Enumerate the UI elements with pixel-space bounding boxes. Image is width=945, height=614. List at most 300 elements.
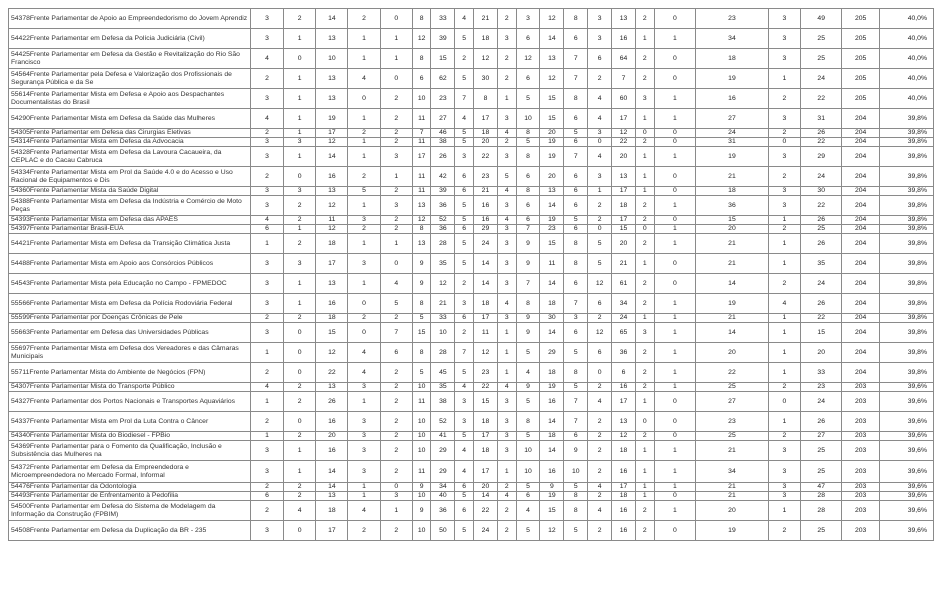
count-cell[interactable]: 20 [696, 343, 769, 363]
count-cell[interactable]: 6 [564, 138, 588, 147]
count-cell[interactable]: 3 [455, 392, 474, 412]
count-cell[interactable]: 2 [250, 501, 283, 521]
count-cell[interactable]: 8 [412, 225, 431, 234]
count-cell[interactable]: 19 [540, 147, 564, 167]
count-cell[interactable]: 6 [564, 109, 588, 129]
count-cell[interactable]: 10 [516, 109, 540, 129]
percent-cell[interactable]: 39,8% [879, 216, 933, 225]
count-cell[interactable]: 3 [250, 187, 283, 196]
count-cell[interactable]: 16 [316, 441, 348, 461]
count-cell[interactable]: 4 [284, 501, 316, 521]
count-cell[interactable]: 21 [696, 234, 769, 254]
frente-name-cell[interactable]: 54422Frente Parlamentar em Defesa da Polícia Judiciária (Civil) [9, 29, 251, 49]
count-cell[interactable]: 5 [455, 196, 474, 216]
frente-name-cell[interactable]: 54493Frente Parlamentar de Enfrentamento à Pedofilia [9, 492, 251, 501]
percent-cell[interactable]: 39,6% [879, 441, 933, 461]
count-cell[interactable]: 7 [564, 147, 588, 167]
count-cell[interactable]: 2 [380, 461, 412, 483]
count-cell[interactable]: 24 [800, 167, 842, 187]
count-cell[interactable]: 6 [455, 483, 474, 492]
count-cell[interactable]: 21 [474, 187, 498, 196]
count-cell[interactable]: 31 [696, 138, 769, 147]
count-cell[interactable]: 6 [564, 432, 588, 441]
count-cell[interactable]: 2 [588, 69, 612, 89]
frente-name-cell[interactable]: 54425Frente Parlamentar em Defesa da Gestão e Revitalização do Rio São Francisco [9, 49, 251, 69]
frente-name-cell[interactable]: 55599Frente Parlamentar por Doenças Crônicas de Pele [9, 314, 251, 323]
count-cell[interactable]: 2 [768, 167, 800, 187]
count-cell[interactable]: 1 [654, 323, 696, 343]
count-cell[interactable]: 2 [768, 432, 800, 441]
count-cell[interactable]: 14 [540, 196, 564, 216]
count-cell[interactable]: 21 [696, 254, 769, 274]
count-cell[interactable]: 62 [431, 69, 455, 89]
count-cell[interactable]: 3 [768, 187, 800, 196]
count-cell[interactable]: 6 [516, 196, 540, 216]
count-cell[interactable]: 18 [696, 187, 769, 196]
count-cell[interactable]: 3 [768, 196, 800, 216]
count-cell[interactable]: 2 [380, 392, 412, 412]
count-cell[interactable]: 1 [250, 234, 283, 254]
count-cell[interactable]: 19 [540, 383, 564, 392]
count-cell[interactable]: 6 [564, 323, 588, 343]
count-cell[interactable]: 2 [497, 483, 516, 492]
count-cell[interactable]: 20 [540, 129, 564, 138]
count-cell[interactable]: 3 [455, 294, 474, 314]
count-cell[interactable]: 8 [564, 9, 588, 29]
count-cell[interactable]: 1 [284, 461, 316, 483]
count-cell[interactable]: 21 [696, 492, 769, 501]
count-cell[interactable]: 2 [250, 483, 283, 492]
count-cell[interactable]: 2 [284, 9, 316, 29]
count-cell[interactable]: 4 [588, 392, 612, 412]
count-cell[interactable]: 2 [380, 521, 412, 541]
count-cell[interactable]: 5 [564, 216, 588, 225]
count-cell[interactable]: 14 [316, 483, 348, 492]
count-cell[interactable]: 3 [497, 314, 516, 323]
count-cell[interactable]: 2 [380, 432, 412, 441]
count-cell[interactable]: 8 [516, 412, 540, 432]
count-cell[interactable]: 0 [654, 521, 696, 541]
count-cell[interactable]: 4 [497, 216, 516, 225]
count-cell[interactable]: 4 [497, 129, 516, 138]
count-cell[interactable]: 4 [250, 383, 283, 392]
total-cell[interactable]: 205 [842, 9, 879, 29]
count-cell[interactable]: 33 [431, 9, 455, 29]
count-cell[interactable]: 38 [431, 392, 455, 412]
count-cell[interactable]: 2 [588, 216, 612, 225]
count-cell[interactable]: 2 [284, 432, 316, 441]
percent-cell[interactable]: 39,8% [879, 187, 933, 196]
count-cell[interactable]: 5 [455, 363, 474, 383]
count-cell[interactable]: 5 [455, 234, 474, 254]
total-cell[interactable]: 203 [842, 383, 879, 392]
count-cell[interactable]: 4 [348, 363, 380, 383]
count-cell[interactable]: 17 [474, 432, 498, 441]
count-cell[interactable]: 2 [348, 314, 380, 323]
count-cell[interactable]: 1 [497, 89, 516, 109]
count-cell[interactable]: 23 [696, 412, 769, 432]
count-cell[interactable]: 22 [474, 383, 498, 392]
count-cell[interactable]: 7 [564, 49, 588, 69]
frente-name-cell[interactable]: 54314Frente Parlamentar Mista em Defesa da Advocacia [9, 138, 251, 147]
count-cell[interactable]: 2 [768, 89, 800, 109]
count-cell[interactable]: 1 [284, 294, 316, 314]
count-cell[interactable]: 12 [412, 216, 431, 225]
count-cell[interactable]: 3 [348, 216, 380, 225]
count-cell[interactable]: 9 [540, 483, 564, 492]
count-cell[interactable]: 24 [696, 129, 769, 138]
count-cell[interactable]: 27 [696, 392, 769, 412]
count-cell[interactable]: 27 [800, 432, 842, 441]
count-cell[interactable]: 0 [654, 69, 696, 89]
count-cell[interactable]: 23 [431, 89, 455, 109]
count-cell[interactable]: 1 [768, 254, 800, 274]
count-cell[interactable]: 0 [654, 138, 696, 147]
count-cell[interactable]: 5 [455, 69, 474, 89]
count-cell[interactable]: 3 [497, 274, 516, 294]
count-cell[interactable]: 5 [412, 314, 431, 323]
count-cell[interactable]: 1 [654, 483, 696, 492]
count-cell[interactable]: 2 [380, 216, 412, 225]
count-cell[interactable]: 2 [588, 432, 612, 441]
percent-cell[interactable]: 39,8% [879, 225, 933, 234]
count-cell[interactable]: 1 [380, 29, 412, 49]
count-cell[interactable]: 11 [412, 187, 431, 196]
count-cell[interactable]: 20 [316, 432, 348, 441]
count-cell[interactable]: 18 [612, 492, 636, 501]
count-cell[interactable]: 14 [540, 412, 564, 432]
count-cell[interactable]: 6 [564, 225, 588, 234]
count-cell[interactable]: 1 [348, 109, 380, 129]
count-cell[interactable]: 13 [412, 196, 431, 216]
count-cell[interactable]: 3 [250, 521, 283, 541]
frente-name-cell[interactable]: 54421Frente Parlamentar Mista em Defesa da Transição Climática Justa [9, 234, 251, 254]
count-cell[interactable]: 4 [588, 501, 612, 521]
count-cell[interactable]: 1 [768, 216, 800, 225]
count-cell[interactable]: 13 [540, 49, 564, 69]
count-cell[interactable]: 3 [497, 412, 516, 432]
count-cell[interactable]: 29 [800, 147, 842, 167]
frente-name-cell[interactable]: 54488Frente Parlamentar Mista em Apoio aos Consórcios Públicos [9, 254, 251, 274]
count-cell[interactable]: 17 [612, 109, 636, 129]
frente-name-cell[interactable]: 54378Frente Parlamentar de Apoio ao Empreendedorismo do Jovem Aprendiz [9, 9, 251, 29]
count-cell[interactable]: 9 [412, 501, 431, 521]
total-cell[interactable]: 204 [842, 138, 879, 147]
count-cell[interactable]: 28 [800, 492, 842, 501]
count-cell[interactable]: 7 [516, 225, 540, 234]
count-cell[interactable]: 5 [516, 392, 540, 412]
total-cell[interactable]: 203 [842, 441, 879, 461]
count-cell[interactable]: 1 [654, 225, 696, 234]
total-cell[interactable]: 203 [842, 412, 879, 432]
count-cell[interactable]: 23 [800, 383, 842, 392]
count-cell[interactable]: 1 [250, 432, 283, 441]
count-cell[interactable]: 28 [431, 343, 455, 363]
count-cell[interactable]: 0 [768, 392, 800, 412]
count-cell[interactable]: 16 [316, 294, 348, 314]
count-cell[interactable]: 5 [516, 432, 540, 441]
count-cell[interactable]: 20 [474, 483, 498, 492]
count-cell[interactable]: 0 [348, 294, 380, 314]
count-cell[interactable]: 5 [412, 363, 431, 383]
count-cell[interactable]: 17 [316, 521, 348, 541]
count-cell[interactable]: 11 [316, 216, 348, 225]
count-cell[interactable]: 2 [348, 9, 380, 29]
percent-cell[interactable]: 40,0% [879, 9, 933, 29]
count-cell[interactable]: 15 [540, 89, 564, 109]
frente-name-cell[interactable]: 55697Frente Parlamentar Mista em Defesa dos Vereadores e das Câmaras Municipais [9, 343, 251, 363]
count-cell[interactable]: 3 [497, 254, 516, 274]
count-cell[interactable]: 1 [380, 49, 412, 69]
count-cell[interactable]: 6 [516, 167, 540, 187]
count-cell[interactable]: 0 [380, 483, 412, 492]
count-cell[interactable]: 1 [635, 254, 654, 274]
count-cell[interactable]: 13 [316, 29, 348, 49]
count-cell[interactable]: 19 [696, 147, 769, 167]
count-cell[interactable]: 0 [654, 187, 696, 196]
count-cell[interactable]: 3 [497, 441, 516, 461]
count-cell[interactable]: 1 [654, 461, 696, 483]
count-cell[interactable]: 6 [564, 167, 588, 187]
count-cell[interactable]: 16 [612, 521, 636, 541]
count-cell[interactable]: 2 [768, 129, 800, 138]
count-cell[interactable]: 34 [431, 483, 455, 492]
total-cell[interactable]: 204 [842, 187, 879, 196]
count-cell[interactable]: 3 [455, 412, 474, 432]
count-cell[interactable]: 60 [612, 89, 636, 109]
count-cell[interactable]: 12 [540, 69, 564, 89]
count-cell[interactable]: 2 [497, 9, 516, 29]
count-cell[interactable]: 13 [316, 69, 348, 89]
count-cell[interactable]: 9 [412, 254, 431, 274]
count-cell[interactable]: 0 [588, 363, 612, 383]
count-cell[interactable]: 29 [474, 225, 498, 234]
count-cell[interactable]: 3 [768, 441, 800, 461]
count-cell[interactable]: 8 [412, 343, 431, 363]
count-cell[interactable]: 2 [768, 521, 800, 541]
count-cell[interactable]: 22 [316, 363, 348, 383]
count-cell[interactable]: 0 [284, 323, 316, 343]
count-cell[interactable]: 25 [800, 461, 842, 483]
count-cell[interactable]: 1 [768, 501, 800, 521]
count-cell[interactable]: 26 [800, 294, 842, 314]
count-cell[interactable]: 2 [497, 49, 516, 69]
count-cell[interactable]: 1 [588, 187, 612, 196]
count-cell[interactable]: 1 [284, 69, 316, 89]
count-cell[interactable]: 20 [696, 225, 769, 234]
count-cell[interactable]: 15 [316, 323, 348, 343]
count-cell[interactable]: 1 [497, 461, 516, 483]
frente-name-cell[interactable]: 54290Frente Parlamentar Mista em Defesa da Saúde das Mulheres [9, 109, 251, 129]
count-cell[interactable]: 4 [588, 147, 612, 167]
count-cell[interactable]: 7 [412, 129, 431, 138]
count-cell[interactable]: 1 [654, 343, 696, 363]
count-cell[interactable]: 1 [654, 363, 696, 383]
count-cell[interactable]: 52 [431, 216, 455, 225]
count-cell[interactable]: 3 [768, 29, 800, 49]
count-cell[interactable]: 1 [654, 294, 696, 314]
count-cell[interactable]: 3 [380, 147, 412, 167]
count-cell[interactable]: 26 [800, 412, 842, 432]
count-cell[interactable]: 24 [800, 69, 842, 89]
count-cell[interactable]: 20 [612, 147, 636, 167]
count-cell[interactable]: 3 [348, 412, 380, 432]
count-cell[interactable]: 45 [431, 363, 455, 383]
count-cell[interactable]: 13 [540, 187, 564, 196]
count-cell[interactable]: 10 [412, 521, 431, 541]
count-cell[interactable]: 0 [380, 254, 412, 274]
count-cell[interactable]: 7 [564, 392, 588, 412]
count-cell[interactable]: 13 [316, 89, 348, 109]
count-cell[interactable]: 0 [635, 412, 654, 432]
count-cell[interactable]: 1 [284, 441, 316, 461]
total-cell[interactable]: 204 [842, 147, 879, 167]
count-cell[interactable]: 12 [540, 521, 564, 541]
count-cell[interactable]: 13 [316, 274, 348, 294]
count-cell[interactable]: 16 [612, 461, 636, 483]
count-cell[interactable]: 2 [380, 187, 412, 196]
percent-cell[interactable]: 39,8% [879, 147, 933, 167]
count-cell[interactable]: 3 [768, 461, 800, 483]
count-cell[interactable]: 3 [250, 138, 283, 147]
count-cell[interactable]: 18 [316, 501, 348, 521]
count-cell[interactable]: 14 [540, 29, 564, 49]
total-cell[interactable]: 203 [842, 392, 879, 412]
percent-cell[interactable]: 40,0% [879, 29, 933, 49]
count-cell[interactable]: 15 [540, 234, 564, 254]
count-cell[interactable]: 2 [497, 501, 516, 521]
count-cell[interactable]: 18 [474, 412, 498, 432]
count-cell[interactable]: 3 [635, 89, 654, 109]
count-cell[interactable]: 3 [564, 314, 588, 323]
count-cell[interactable]: 20 [612, 234, 636, 254]
count-cell[interactable]: 1 [284, 89, 316, 109]
count-cell[interactable]: 1 [348, 147, 380, 167]
count-cell[interactable]: 9 [516, 323, 540, 343]
count-cell[interactable]: 3 [348, 254, 380, 274]
count-cell[interactable]: 3 [348, 432, 380, 441]
count-cell[interactable]: 14 [474, 274, 498, 294]
count-cell[interactable]: 2 [635, 216, 654, 225]
count-cell[interactable]: 30 [800, 187, 842, 196]
frente-name-cell[interactable]: 54307Frente Parlamentar Mista do Transporte Público [9, 383, 251, 392]
frente-name-cell[interactable]: 54397Frente Parlamentar Brasil-EUA [9, 225, 251, 234]
count-cell[interactable]: 6 [250, 492, 283, 501]
count-cell[interactable]: 1 [284, 109, 316, 129]
count-cell[interactable]: 22 [612, 138, 636, 147]
count-cell[interactable]: 4 [768, 294, 800, 314]
count-cell[interactable]: 6 [588, 49, 612, 69]
count-cell[interactable]: 5 [516, 483, 540, 492]
count-cell[interactable]: 17 [612, 216, 636, 225]
percent-cell[interactable]: 39,6% [879, 392, 933, 412]
count-cell[interactable]: 1 [635, 29, 654, 49]
count-cell[interactable]: 9 [412, 274, 431, 294]
percent-cell[interactable]: 39,8% [879, 274, 933, 294]
count-cell[interactable]: 14 [474, 492, 498, 501]
count-cell[interactable]: 1 [768, 234, 800, 254]
count-cell[interactable]: 1 [348, 138, 380, 147]
count-cell[interactable]: 2 [380, 314, 412, 323]
count-cell[interactable]: 11 [412, 461, 431, 483]
count-cell[interactable]: 0 [284, 167, 316, 187]
count-cell[interactable]: 2 [250, 412, 283, 432]
count-cell[interactable]: 1 [768, 363, 800, 383]
count-cell[interactable]: 1 [654, 196, 696, 216]
count-cell[interactable]: 24 [800, 392, 842, 412]
count-cell[interactable]: 0 [635, 225, 654, 234]
count-cell[interactable]: 5 [497, 167, 516, 187]
count-cell[interactable]: 2 [284, 383, 316, 392]
count-cell[interactable]: 10 [564, 461, 588, 483]
count-cell[interactable]: 13 [316, 383, 348, 392]
count-cell[interactable]: 2 [250, 167, 283, 187]
count-cell[interactable]: 4 [588, 109, 612, 129]
count-cell[interactable]: 17 [612, 392, 636, 412]
count-cell[interactable]: 2 [768, 225, 800, 234]
count-cell[interactable]: 2 [284, 314, 316, 323]
percent-cell[interactable]: 39,6% [879, 412, 933, 432]
count-cell[interactable]: 10 [412, 441, 431, 461]
count-cell[interactable]: 17 [474, 314, 498, 323]
count-cell[interactable]: 12 [588, 274, 612, 294]
count-cell[interactable]: 30 [474, 69, 498, 89]
count-cell[interactable]: 23 [696, 9, 769, 29]
frente-name-cell[interactable]: 54369Frente Parlamentar para o Fomento da Qualificação, Inclusão e Subsistência das Mulheres na [9, 441, 251, 461]
total-cell[interactable]: 204 [842, 323, 879, 343]
count-cell[interactable]: 4 [250, 216, 283, 225]
count-cell[interactable]: 3 [250, 196, 283, 216]
percent-cell[interactable]: 39,8% [879, 343, 933, 363]
count-cell[interactable]: 0 [380, 9, 412, 29]
count-cell[interactable]: 3 [516, 9, 540, 29]
count-cell[interactable]: 2 [635, 343, 654, 363]
count-cell[interactable]: 9 [516, 254, 540, 274]
count-cell[interactable]: 1 [635, 167, 654, 187]
count-cell[interactable]: 5 [564, 129, 588, 138]
count-cell[interactable]: 3 [768, 9, 800, 29]
count-cell[interactable]: 1 [250, 343, 283, 363]
percent-cell[interactable]: 39,6% [879, 483, 933, 492]
percent-cell[interactable]: 39,6% [879, 383, 933, 392]
count-cell[interactable]: 14 [316, 147, 348, 167]
count-cell[interactable]: 12 [431, 274, 455, 294]
count-cell[interactable]: 29 [540, 343, 564, 363]
count-cell[interactable]: 6 [564, 29, 588, 49]
count-cell[interactable]: 3 [348, 441, 380, 461]
count-cell[interactable]: 1 [380, 234, 412, 254]
count-cell[interactable]: 1 [348, 274, 380, 294]
count-cell[interactable]: 25 [800, 521, 842, 541]
count-cell[interactable]: 5 [455, 432, 474, 441]
count-cell[interactable]: 27 [696, 109, 769, 129]
count-cell[interactable]: 35 [431, 383, 455, 392]
count-cell[interactable]: 65 [612, 323, 636, 343]
count-cell[interactable]: 2 [284, 216, 316, 225]
count-cell[interactable]: 4 [497, 383, 516, 392]
count-cell[interactable]: 4 [588, 89, 612, 109]
count-cell[interactable]: 12 [316, 138, 348, 147]
count-cell[interactable]: 5 [564, 521, 588, 541]
count-cell[interactable]: 6 [516, 216, 540, 225]
count-cell[interactable]: 31 [800, 109, 842, 129]
count-cell[interactable]: 17 [612, 483, 636, 492]
total-cell[interactable]: 204 [842, 234, 879, 254]
count-cell[interactable]: 0 [654, 274, 696, 294]
count-cell[interactable]: 6 [516, 69, 540, 89]
count-cell[interactable]: 1 [635, 109, 654, 129]
count-cell[interactable]: 0 [348, 89, 380, 109]
